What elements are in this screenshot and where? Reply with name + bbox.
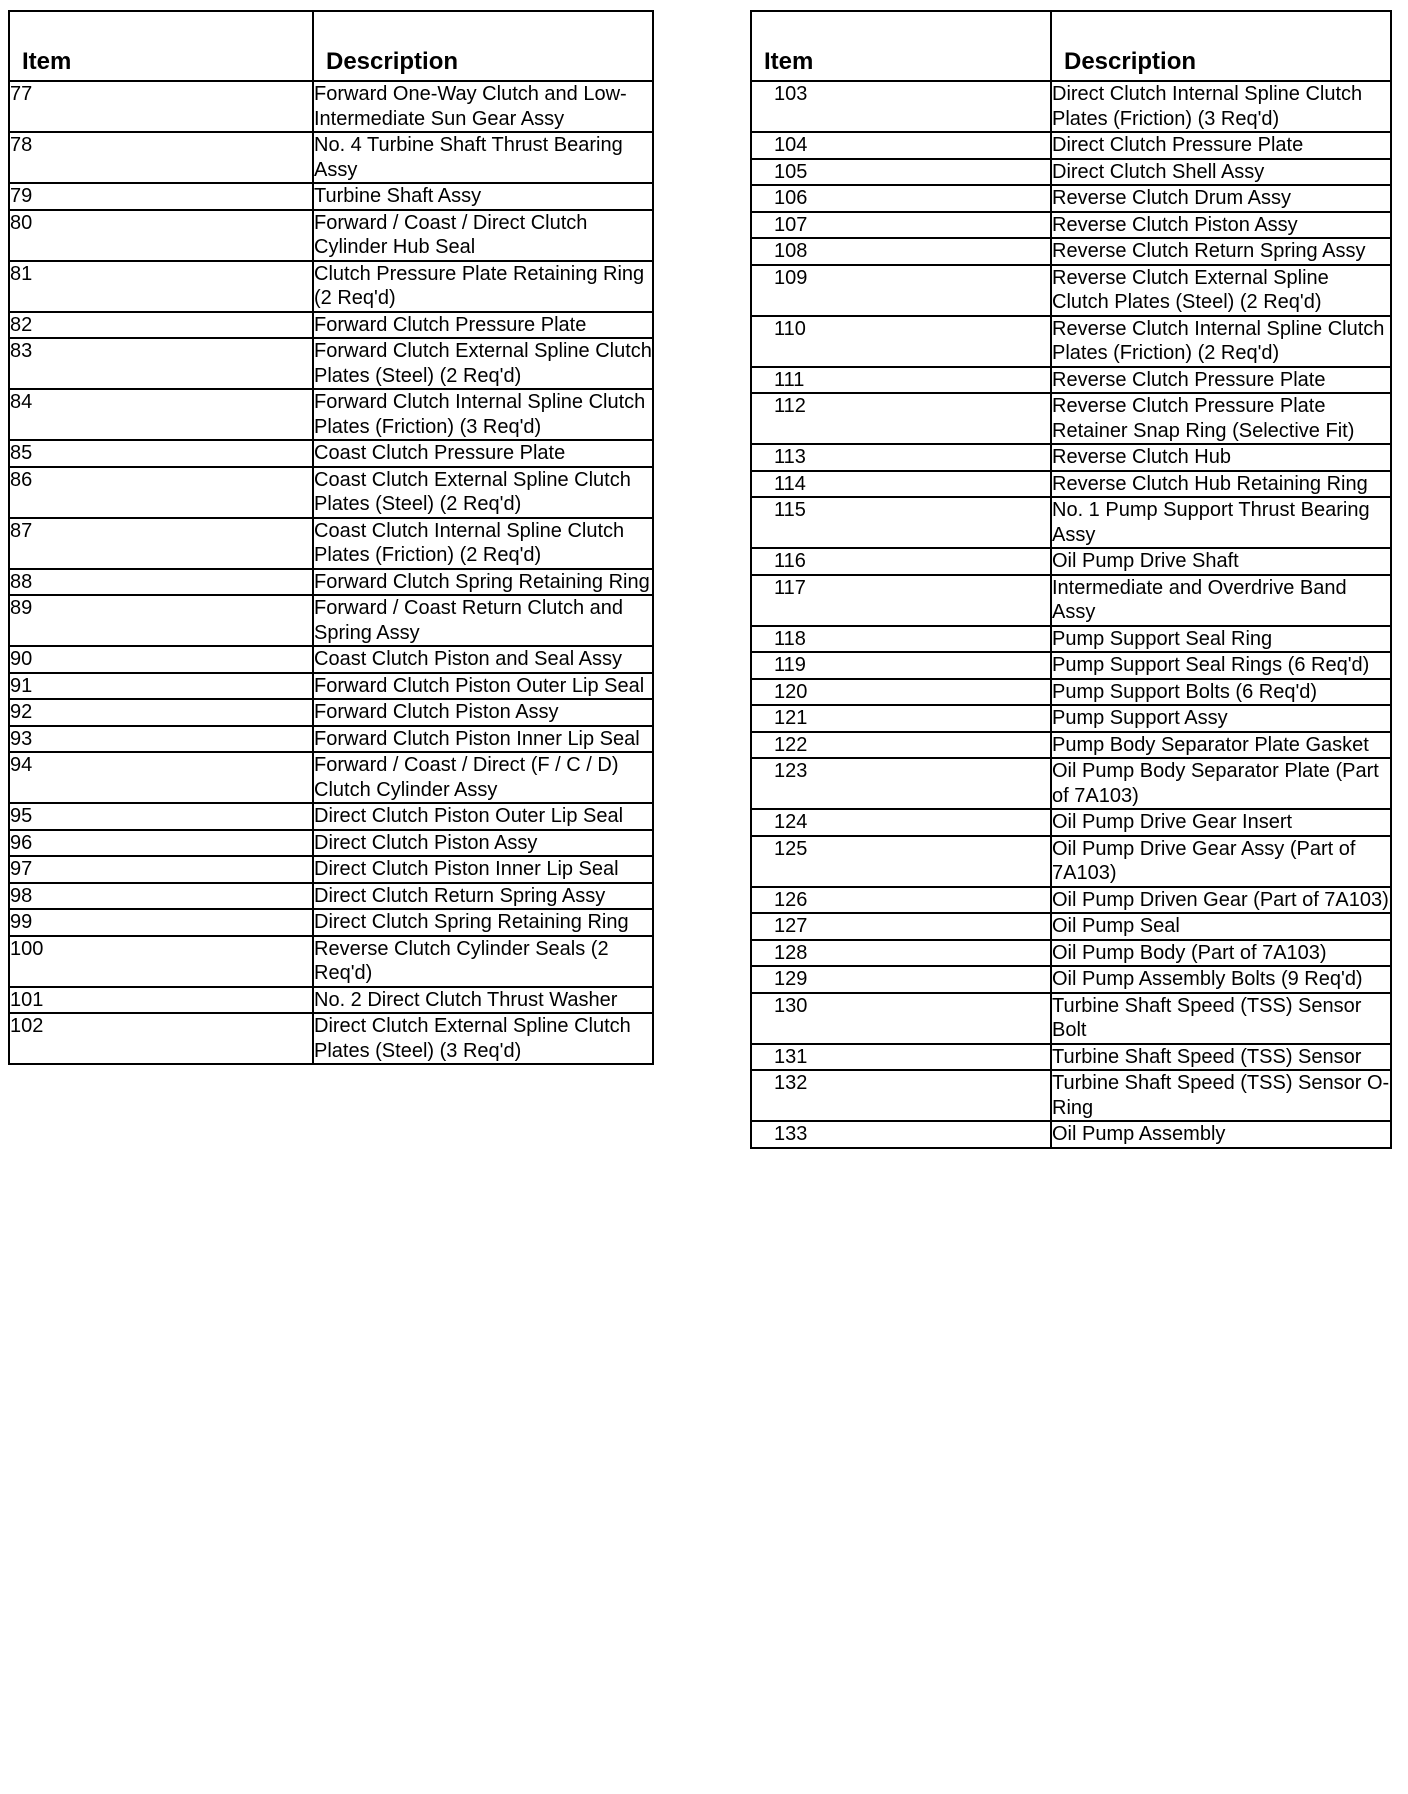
table-row: [751, 1044, 1391, 1071]
item-description: Forward Clutch Spring Retaining Ring: [313, 569, 653, 596]
table-row: [9, 595, 653, 646]
item-description: Oil Pump Assembly: [1051, 1121, 1391, 1148]
item-description: Reverse Clutch Internal Spline Clutch Plates (Friction) (2 Req'd): [1051, 316, 1391, 367]
item-description: Oil Pump Drive Gear Assy (Part of 7A103): [1051, 836, 1391, 887]
item-number: 86: [9, 467, 313, 518]
table-row: [9, 856, 653, 883]
table-row: [751, 81, 1391, 132]
item-description: Coast Clutch Internal Spline Clutch Plates (Friction) (2 Req'd): [313, 518, 653, 569]
item-description: Direct Clutch Pressure Plate: [1051, 132, 1391, 159]
item-description: Forward Clutch Piston Assy: [313, 699, 653, 726]
item-description: Forward / Coast / Direct Clutch Cylinder Hub Seal: [313, 210, 653, 261]
item-number: 124: [751, 809, 1051, 836]
table-row: [9, 261, 653, 312]
item-description: Forward / Coast Return Clutch and Spring Assy: [313, 595, 653, 646]
item-description: Oil Pump Drive Gear Insert: [1051, 809, 1391, 836]
item-description: Oil Pump Body (Part of 7A103): [1051, 940, 1391, 967]
item-description: Forward / Coast / Direct (F / C / D) Clutch Cylinder Assy: [313, 752, 653, 803]
item-number: 97: [9, 856, 313, 883]
item-description: Coast Clutch External Spline Clutch Plates (Steel) (2 Req'd): [313, 467, 653, 518]
item-description: Reverse Clutch Return Spring Assy: [1051, 238, 1391, 265]
item-number: 116: [751, 548, 1051, 575]
item-number: 89: [9, 595, 313, 646]
table-row: [751, 444, 1391, 471]
item-description: Forward Clutch Internal Spline Clutch Plates (Friction) (3 Req'd): [313, 389, 653, 440]
parts-table-left: [8, 10, 654, 1065]
item-description: Direct Clutch Piston Assy: [313, 830, 653, 857]
item-description: Pump Support Seal Ring: [1051, 626, 1391, 653]
table-row: [9, 803, 653, 830]
item-number: 82: [9, 312, 313, 339]
table-row: [751, 913, 1391, 940]
table-row: [751, 1070, 1391, 1121]
item-description: Turbine Shaft Speed (TSS) Sensor O-Ring: [1051, 1070, 1391, 1121]
item-description: Pump Body Separator Plate Gasket: [1051, 732, 1391, 759]
table-row: [9, 569, 653, 596]
item-description: Pump Support Assy: [1051, 705, 1391, 732]
item-description: Reverse Clutch Pressure Plate: [1051, 367, 1391, 394]
item-description: Forward Clutch Piston Inner Lip Seal: [313, 726, 653, 753]
item-number: 94: [9, 752, 313, 803]
item-description: Pump Support Seal Rings (6 Req'd): [1051, 652, 1391, 679]
table-row: [751, 212, 1391, 239]
item-description: Reverse Clutch External Spline Clutch Plates (Steel) (2 Req'd): [1051, 265, 1391, 316]
table-row: [9, 987, 653, 1014]
item-description: Direct Clutch Return Spring Assy: [313, 883, 653, 910]
table-row: [751, 471, 1391, 498]
table-row: [751, 732, 1391, 759]
item-number: 123: [751, 758, 1051, 809]
item-description: Forward One-Way Clutch and Low-Intermediate Sun Gear Assy: [313, 81, 653, 132]
item-number: 90: [9, 646, 313, 673]
item-number: 122: [751, 732, 1051, 759]
item-number: 129: [751, 966, 1051, 993]
item-number: 77: [9, 81, 313, 132]
table-row: [9, 909, 653, 936]
item-number: 118: [751, 626, 1051, 653]
item-number: 117: [751, 575, 1051, 626]
table-row: [751, 1121, 1391, 1148]
item-number: 107: [751, 212, 1051, 239]
table-row: [751, 758, 1391, 809]
item-number: 88: [9, 569, 313, 596]
item-number: 113: [751, 444, 1051, 471]
item-number: 85: [9, 440, 313, 467]
table-row: [751, 940, 1391, 967]
item-number: 126: [751, 887, 1051, 914]
item-number: 93: [9, 726, 313, 753]
table-row: [9, 518, 653, 569]
parts-table-right: [750, 10, 1392, 1149]
item-description: Direct Clutch Shell Assy: [1051, 159, 1391, 186]
table-row: [751, 497, 1391, 548]
item-number: 121: [751, 705, 1051, 732]
item-number: 110: [751, 316, 1051, 367]
item-number: 84: [9, 389, 313, 440]
item-number: 128: [751, 940, 1051, 967]
item-number: 101: [9, 987, 313, 1014]
item-number: 100: [9, 936, 313, 987]
item-number: 109: [751, 265, 1051, 316]
item-column-header: Item: [9, 11, 313, 81]
table-row: [751, 966, 1391, 993]
item-number: 127: [751, 913, 1051, 940]
table-row: [751, 393, 1391, 444]
item-description: Oil Pump Seal: [1051, 913, 1391, 940]
table-row: [9, 467, 653, 518]
table-row: [751, 316, 1391, 367]
item-number: 131: [751, 1044, 1051, 1071]
table-row: [751, 887, 1391, 914]
item-number: 92: [9, 699, 313, 726]
item-description: Reverse Clutch Cylinder Seals (2 Req'd): [313, 936, 653, 987]
item-description: Forward Clutch External Spline Clutch Plates (Steel) (2 Req'd): [313, 338, 653, 389]
table-row: [751, 679, 1391, 706]
table-row: [9, 646, 653, 673]
table-row: [9, 389, 653, 440]
item-number: 120: [751, 679, 1051, 706]
table-row: [9, 183, 653, 210]
item-number: 98: [9, 883, 313, 910]
item-description: Coast Clutch Piston and Seal Assy: [313, 646, 653, 673]
table-row: [9, 726, 653, 753]
item-description: Direct Clutch Piston Inner Lip Seal: [313, 856, 653, 883]
table-row: [751, 159, 1391, 186]
table-header-row: [9, 11, 653, 81]
item-number: 115: [751, 497, 1051, 548]
table-row: [751, 132, 1391, 159]
item-number: 133: [751, 1121, 1051, 1148]
item-number: 80: [9, 210, 313, 261]
item-number: 112: [751, 393, 1051, 444]
table-row: [9, 312, 653, 339]
description-column-header: Description: [1051, 11, 1391, 81]
table-row: [9, 132, 653, 183]
item-description: Turbine Shaft Speed (TSS) Sensor Bolt: [1051, 993, 1391, 1044]
table-row: [751, 993, 1391, 1044]
item-description: Forward Clutch Piston Outer Lip Seal: [313, 673, 653, 700]
item-description: Direct Clutch Piston Outer Lip Seal: [313, 803, 653, 830]
table-row: [751, 836, 1391, 887]
item-number: 106: [751, 185, 1051, 212]
table-row: [751, 809, 1391, 836]
item-number: 83: [9, 338, 313, 389]
table-row: [9, 883, 653, 910]
item-description: Oil Pump Driven Gear (Part of 7A103): [1051, 887, 1391, 914]
item-number: 87: [9, 518, 313, 569]
table-row: [9, 440, 653, 467]
item-description: No. 4 Turbine Shaft Thrust Bearing Assy: [313, 132, 653, 183]
item-number: 91: [9, 673, 313, 700]
table-header-row: [751, 11, 1391, 81]
item-description: Oil Pump Assembly Bolts (9 Req'd): [1051, 966, 1391, 993]
item-description: No. 2 Direct Clutch Thrust Washer: [313, 987, 653, 1014]
table-row: [9, 673, 653, 700]
table-row: [751, 626, 1391, 653]
item-description: Intermediate and Overdrive Band Assy: [1051, 575, 1391, 626]
item-description: Reverse Clutch Drum Assy: [1051, 185, 1391, 212]
item-number: 103: [751, 81, 1051, 132]
table-row: [9, 81, 653, 132]
item-number: 78: [9, 132, 313, 183]
item-description: Clutch Pressure Plate Retaining Ring (2 Req'd): [313, 261, 653, 312]
item-description: No. 1 Pump Support Thrust Bearing Assy: [1051, 497, 1391, 548]
item-number: 125: [751, 836, 1051, 887]
item-number: 130: [751, 993, 1051, 1044]
item-description: Oil Pump Drive Shaft: [1051, 548, 1391, 575]
item-description: Oil Pump Body Separator Plate (Part of 7A103): [1051, 758, 1391, 809]
table-row: [751, 705, 1391, 732]
item-description: Reverse Clutch Pressure Plate Retainer Snap Ring (Selective Fit): [1051, 393, 1391, 444]
item-description: Direct Clutch Spring Retaining Ring: [313, 909, 653, 936]
item-column-header: Item: [751, 11, 1051, 81]
table-row: [751, 652, 1391, 679]
table-row: [9, 752, 653, 803]
item-number: 79: [9, 183, 313, 210]
table-row: [751, 238, 1391, 265]
table-row: [9, 830, 653, 857]
item-number: 108: [751, 238, 1051, 265]
item-number: 99: [9, 909, 313, 936]
item-description: Coast Clutch Pressure Plate: [313, 440, 653, 467]
item-number: 105: [751, 159, 1051, 186]
item-description: Turbine Shaft Speed (TSS) Sensor: [1051, 1044, 1391, 1071]
table-row: [751, 265, 1391, 316]
item-description: Reverse Clutch Hub: [1051, 444, 1391, 471]
item-description: Direct Clutch Internal Spline Clutch Plates (Friction) (3 Req'd): [1051, 81, 1391, 132]
item-number: 95: [9, 803, 313, 830]
item-description: Reverse Clutch Piston Assy: [1051, 212, 1391, 239]
item-description: Forward Clutch Pressure Plate: [313, 312, 653, 339]
item-number: 114: [751, 471, 1051, 498]
item-number: 119: [751, 652, 1051, 679]
item-number: 132: [751, 1070, 1051, 1121]
item-description: Reverse Clutch Hub Retaining Ring: [1051, 471, 1391, 498]
item-number: 104: [751, 132, 1051, 159]
item-number: 111: [751, 367, 1051, 394]
table-row: [751, 185, 1391, 212]
table-row: [751, 367, 1391, 394]
item-description: Direct Clutch External Spline Clutch Plates (Steel) (3 Req'd): [313, 1013, 653, 1064]
description-column-header: Description: [313, 11, 653, 81]
item-number: 102: [9, 1013, 313, 1064]
table-row: [9, 210, 653, 261]
table-row: [751, 548, 1391, 575]
item-description: Pump Support Bolts (6 Req'd): [1051, 679, 1391, 706]
table-row: [751, 575, 1391, 626]
table-row: [9, 1013, 653, 1064]
table-row: [9, 936, 653, 987]
item-number: 81: [9, 261, 313, 312]
item-number: 96: [9, 830, 313, 857]
item-description: Turbine Shaft Assy: [313, 183, 653, 210]
table-row: [9, 699, 653, 726]
table-row: [9, 338, 653, 389]
